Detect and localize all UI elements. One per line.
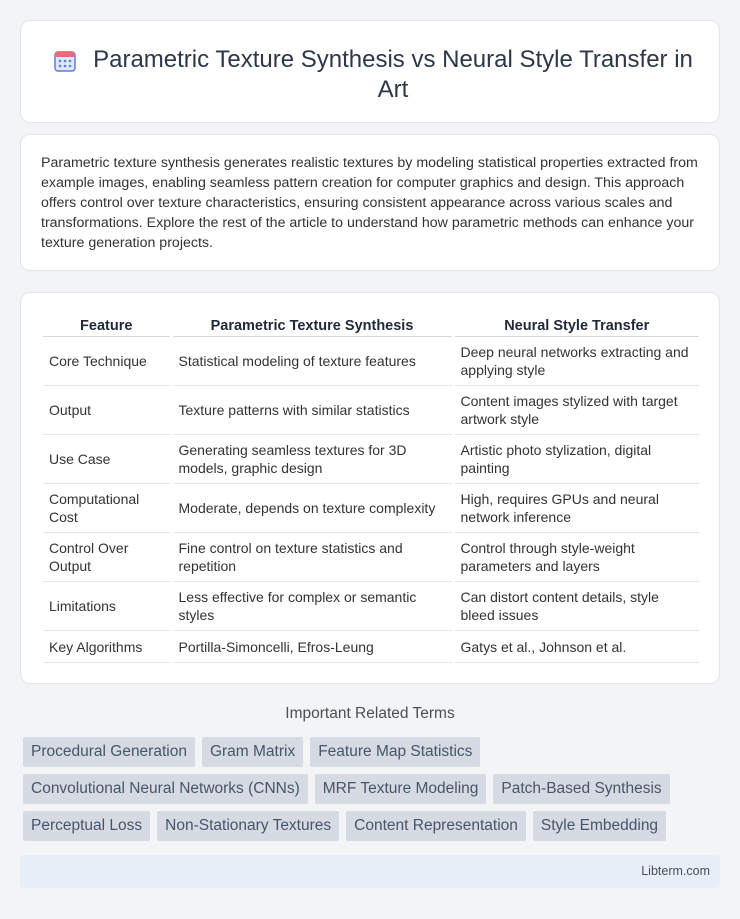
table-row xyxy=(43,582,699,631)
tag-content-representation[interactable]: Content Representation xyxy=(346,811,526,841)
table-row xyxy=(43,337,699,386)
table-cell: Statistical modeling of texture features xyxy=(171,337,453,386)
page-title: Parametric Texture Synthesis vs Neural Style Transfer in Art xyxy=(93,46,693,103)
table-header-row xyxy=(43,314,699,337)
intro-card xyxy=(20,134,720,271)
table-row xyxy=(43,533,699,582)
table-row xyxy=(43,386,699,435)
footer-site-link[interactable]: Libterm.com xyxy=(641,864,710,878)
table-cell: Generating seamless textures for 3D models, graphic design xyxy=(171,435,453,484)
related-terms-list xyxy=(23,737,703,848)
tag-feature-map-statistics[interactable]: Feature Map Statistics xyxy=(310,737,480,767)
table-cell: Can distort content details, style bleed issues xyxy=(453,582,699,631)
tag-perceptual-loss[interactable]: Perceptual Loss xyxy=(23,811,150,841)
table-cell: Portilla-Simoncelli, Efros-Leung xyxy=(171,631,453,663)
table-cell: Moderate, depends on texture complexity xyxy=(171,484,453,533)
table-cell: Use Case xyxy=(43,435,171,484)
table-cell: Gatys et al., Johnson et al. xyxy=(453,631,699,663)
table-header-cell: Neural Style Transfer xyxy=(453,314,699,337)
tag-style-embedding[interactable]: Style Embedding xyxy=(533,811,666,841)
intro-paragraph: Parametric texture synthesis generates realistic textures by modeling statistical properties extracted from example images, enabling seamless pattern creation for computer graphics and design. This approach offers control over texture characteristics, ensuring consistent appearance across various scales and transformations. Explore the rest of the article to understand how parametric methods can enhance your texture generation projects. xyxy=(41,155,698,251)
tag-row xyxy=(23,811,703,841)
table-cell: Texture patterns with similar statistics xyxy=(171,386,453,435)
tag-mrf-texture-modeling[interactable]: MRF Texture Modeling xyxy=(315,774,487,804)
comparison-table xyxy=(43,314,699,663)
table-row xyxy=(43,435,699,484)
table-row xyxy=(43,631,699,663)
table-cell: Control through style-weight parameters and layers xyxy=(453,533,699,582)
table-cell: Key Algorithms xyxy=(43,631,171,663)
table-header-cell: Feature xyxy=(43,314,171,337)
table-cell: Content images stylized with target artwork style xyxy=(453,386,699,435)
tag-row xyxy=(23,774,703,804)
table-header-cell: Parametric Texture Synthesis xyxy=(171,314,453,337)
table-cell: Fine control on texture statistics and repetition xyxy=(171,533,453,582)
tag-cnns[interactable]: Convolutional Neural Networks (CNNs) xyxy=(23,774,308,804)
table-cell: Deep neural networks extracting and applying style xyxy=(453,337,699,386)
footer xyxy=(20,855,720,888)
table-cell: Core Technique xyxy=(43,337,171,386)
comparison-card xyxy=(20,292,720,684)
title-card xyxy=(20,20,720,123)
table-cell: Computational Cost xyxy=(43,484,171,533)
related-terms-heading: Important Related Terms xyxy=(285,705,455,722)
table-row xyxy=(43,484,699,533)
tag-patch-based-synthesis[interactable]: Patch-Based Synthesis xyxy=(493,774,669,804)
tag-procedural-generation[interactable]: Procedural Generation xyxy=(23,737,195,767)
tag-gram-matrix[interactable]: Gram Matrix xyxy=(202,737,303,767)
table-cell: Output xyxy=(43,386,171,435)
table-cell: Limitations xyxy=(43,582,171,631)
table-cell: Less effective for complex or semantic styles xyxy=(171,582,453,631)
table-cell: Artistic photo stylization, digital painting xyxy=(453,435,699,484)
table-cell: High, requires GPUs and neural network inference xyxy=(453,484,699,533)
tag-row xyxy=(23,737,703,767)
tag-non-stationary-textures[interactable]: Non-Stationary Textures xyxy=(157,811,339,841)
table-cell: Control Over Output xyxy=(43,533,171,582)
